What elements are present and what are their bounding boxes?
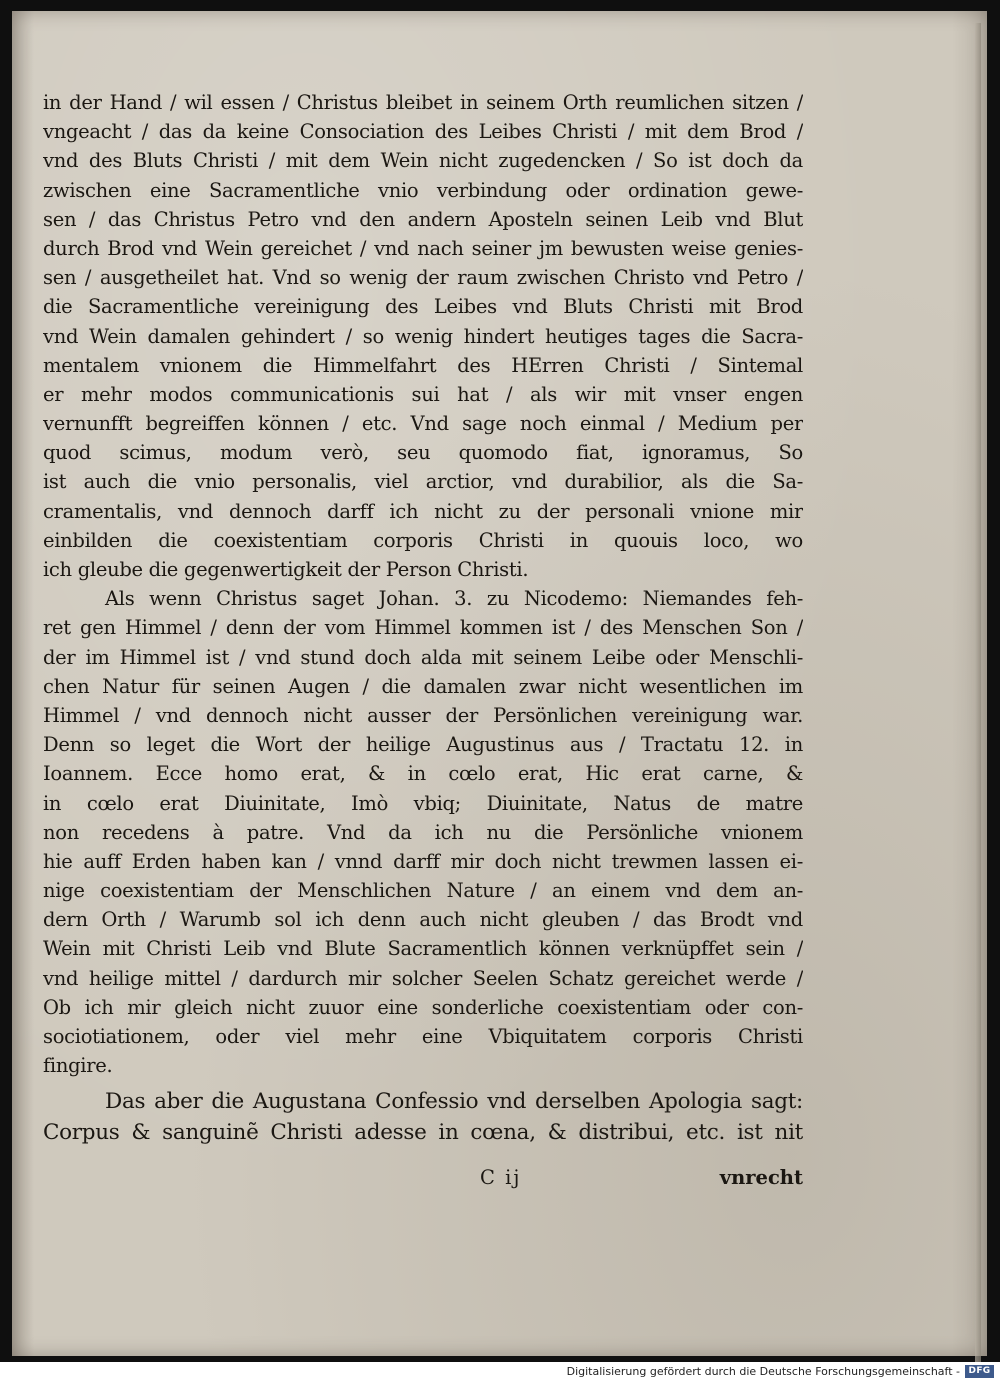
- text-line: der im Himmel ist / vnd stund doch alda mit seinem Leibe oder Menschli-: [43, 645, 803, 669]
- text-line: Corpus & sanguinẽ Christi adesse in cœna, & distribui, etc. ist nit: [43, 1120, 803, 1146]
- signature-mark: C ij: [480, 1166, 522, 1189]
- text-line: vngeacht / das da keine Consociation des Leibes Christi / mit dem Brod /: [43, 120, 803, 144]
- text-line: sen / das Christus Petro vnd den andern Aposteln seinen Leib vnd Blut: [43, 207, 803, 231]
- text-line: ret gen Himmel / denn der vom Himmel kommen ist / des Menschen Son /: [43, 616, 803, 640]
- text-line: in cœlo erat Diuinitate, Imò vbiq; Diuinitate, Natus de matre: [43, 791, 803, 815]
- text-line: Ob ich mir gleich nicht zuuor eine sonderliche coexistentiam oder con-: [43, 995, 803, 1019]
- text-line: dern Orth / Warumb sol ich denn auch nicht gleuben / das Brodt vnd: [43, 908, 803, 932]
- text-line: non recedens à patre. Vnd da ich nu die Persönliche vnionem: [43, 820, 803, 844]
- paragraph-start-line: Das aber die Augustana Confessio vnd derselben Apologia sagt:: [105, 1089, 803, 1115]
- page-edge: [975, 23, 981, 1365]
- text-line: vnd Wein damalen gehindert / so wenig hindert heutiges tages die Sacra-: [43, 324, 803, 348]
- text-line: Wein mit Christi Leib vnd Blute Sacramentlich können verknüpffet sein /: [43, 937, 803, 961]
- page-text: [43, 88, 803, 1148]
- text-line: cramentalis, vnd dennoch darff ich nicht zu der personali vnione mir: [43, 499, 803, 523]
- text-line: sociotiationem, oder viel mehr eine Vbiquitatem corporis Christi: [43, 1025, 803, 1048]
- text-line: die Sacramentliche vereinigung des Leibes vnd Bluts Christi mit Brod: [43, 295, 803, 319]
- catchword: vnrecht: [719, 1166, 803, 1189]
- text-line: durch Brod vnd Wein gereichet / vnd nach seiner jm bewusten weise genies-: [43, 236, 803, 260]
- text-line: in der Hand / wil essen / Christus bleibet in seinem Orth reumlichen sitzen /: [43, 91, 803, 114]
- paragraph-start-line: Als wenn Christus saget Johan. 3. zu Nicodemo: Niemandes feh-: [105, 587, 803, 611]
- text-line: vnd heilige mittel / dardurch mir solcher Seelen Schatz gereichet werde /: [43, 966, 803, 990]
- dfg-logo-icon: DFG: [965, 1365, 994, 1378]
- text-line: quod scimus, modum verò, seu quomodo fiat, ignoramus, So: [43, 441, 803, 465]
- text-line: Denn so leget die Wort der heilige Augustinus aus / Tractatu 12. in: [43, 733, 803, 757]
- credit-bar: [0, 1362, 1000, 1381]
- text-line: nige coexistentiam der Menschlichen Nature / an einem vnd dem an-: [43, 879, 803, 903]
- text-line: chen Natur für seinen Augen / die damalen zwar nicht wesentlichen im: [43, 674, 803, 698]
- text-line: vnd des Bluts Christi / mit dem Wein nicht zugedencken / So ist doch da: [43, 149, 803, 173]
- text-line: fingire.: [43, 1054, 113, 1078]
- text-line: hie auff Erden haben kan / vnnd darff mir doch nicht trewmen lassen ei-: [43, 849, 803, 873]
- text-line: ist auch die vnio personalis, viel arctior, vnd durabilior, als die Sa-: [43, 470, 803, 494]
- text-line: ich gleube die gegenwertigkeit der Person Christi.: [43, 558, 529, 581]
- credit-text: Digitalisierung gefördert durch die Deutsche Forschungsgemeinschaft -: [566, 1365, 960, 1378]
- text-line: mentalem vnionem die Himmelfahrt des HErren Christi / Sintemal: [43, 353, 803, 377]
- text-line: einbilden die coexistentiam corporis Christi in quouis loco, wo: [43, 528, 803, 552]
- text-line: vernunfft begreiffen können / etc. Vnd sage noch einmal / Medium per: [43, 412, 803, 436]
- text-line: Ioannem. Ecce homo erat, & in cœlo erat, Hic erat carne, &: [43, 762, 803, 786]
- text-line: sen / ausgetheilet hat. Vnd so wenig der raum zwischen Christo vnd Petro /: [43, 266, 803, 290]
- text-line: zwischen eine Sacramentliche vnio verbindung oder ordination gewe-: [43, 178, 803, 202]
- page-footer: [43, 1163, 803, 1193]
- text-line: er mehr modos communicationis sui hat / als wir mit vnser engen: [43, 382, 803, 406]
- text-line: Himmel / vnd dennoch nicht ausser der Persönlichen vereinigung war.: [43, 703, 803, 727]
